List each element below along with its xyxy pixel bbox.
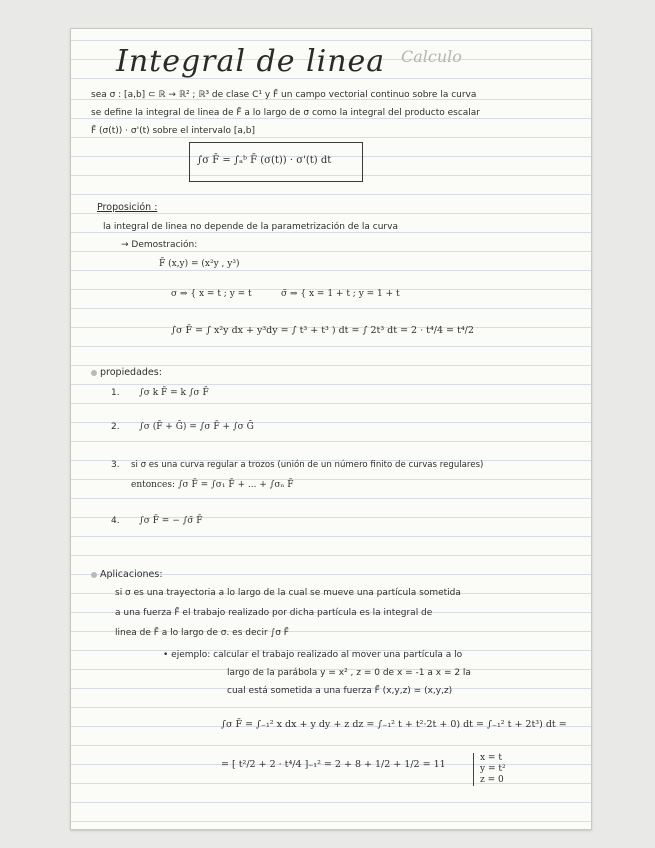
ejemplo-line-1: • ejemplo: calcular el trabajo realizado al mover una partícula a lo [163, 650, 463, 660]
propiedad-3: si σ es una curva regular a trozos (unión de un número finito de curvas regulares) [131, 460, 484, 470]
propiedad-4: ∫σ F̄ = − ∫σ̄ F̄ [139, 516, 203, 526]
bleed-through-text: Calculo [401, 47, 462, 66]
propiedad-2: ∫σ (F̄ + Ḡ) = ∫σ F̄ + ∫σ Ḡ [139, 422, 254, 432]
demo-param-1: σ ⇒ { x = t ; y = t [171, 289, 252, 299]
propiedad-3-cont: entonces: ∫σ F̄ = ∫σ₁ F̄ + ... + ∫σₙ F̄ [131, 480, 294, 490]
definition-formula: ∫σ F̄ = ∫ₐᵇ F̄ (σ(t)) · σ'(t) dt [197, 155, 332, 166]
intro-line-1: sea σ : [a,b] ⊂ ℝ → ℝ² ; ℝ³ de clase C¹ y F̄ un campo vectorial continuo sobre la curva [91, 90, 477, 100]
propiedad-3-number: 3. [111, 460, 120, 470]
proposicion-statement: la integral de linea no depende de la parametrización de la curva [103, 222, 398, 232]
bullet-icon [91, 370, 97, 376]
proposicion-heading: Proposición : [97, 202, 158, 213]
propiedad-4-number: 4. [111, 516, 120, 526]
ejemplo-calc-1: ∫σ F̄ = ∫₋₁² x dx + y dy + z dz = ∫₋₁² t + t²·2t + 0) dt = ∫₋₁² t + 2t³) dt = [221, 719, 567, 730]
ejemplo-line-3: cual está sometida a una fuerza F̄ (x,y,z) = (x,y,z) [227, 686, 453, 696]
propiedad-1-number: 1. [111, 388, 120, 398]
aplicaciones-heading: Aplicaciones: [91, 569, 163, 581]
propiedad-1: ∫σ k F̄ = k ∫σ F̄ [139, 388, 209, 398]
intro-line-2: se define la integral de linea de F̄ a lo largo de σ como la integral del producto escalar [91, 108, 481, 118]
aplicaciones-line-2: a una fuerza F̄ el trabajo realizado por dicha partícula es la integral de [115, 608, 433, 618]
notebook-page [70, 28, 592, 830]
aplicaciones-line-3: linea de F̄ a lo largo de σ. es decir ∫σ F̄ [115, 628, 289, 638]
demostracion-label: → Demostración: [121, 240, 198, 250]
ejemplo-calc-2: = [ t²/2 + 2 · t⁴/4 ]₋₁² = 2 + 8 + 1/2 + 1/2 = 11 [221, 759, 446, 770]
demo-computation: ∫σ F̄ = ∫ x²y dx + y³dy = ∫ t³ + t³ ) dt = ∫ 2t³ dt = 2 · t⁴/4 = t⁴/2 [171, 325, 474, 336]
aplicaciones-line-1: si σ es una trayectoria a lo largo de la cual se mueve una partícula sometida [115, 588, 461, 598]
demo-param-2: σ̃ ⇒ { x = 1 + t ; y = 1 + t [281, 289, 400, 299]
intro-line-3: F̄ (σ(t)) · σ'(t) sobre el intervalo [a,b] [91, 126, 255, 136]
propiedades-heading: propiedades: [91, 367, 162, 379]
ejemplo-line-2: largo de la parábola y = x² , z = 0 de x = -1 a x = 2 la [227, 668, 471, 678]
demo-field: F̄ (x,y) = (x²y , y³) [159, 259, 240, 269]
ejemplo-parametrization: x = t y = t² z = 0 [473, 753, 506, 786]
bullet-icon [91, 572, 97, 578]
page-title: Integral de linea [116, 44, 386, 79]
propiedad-2-number: 2. [111, 422, 120, 432]
